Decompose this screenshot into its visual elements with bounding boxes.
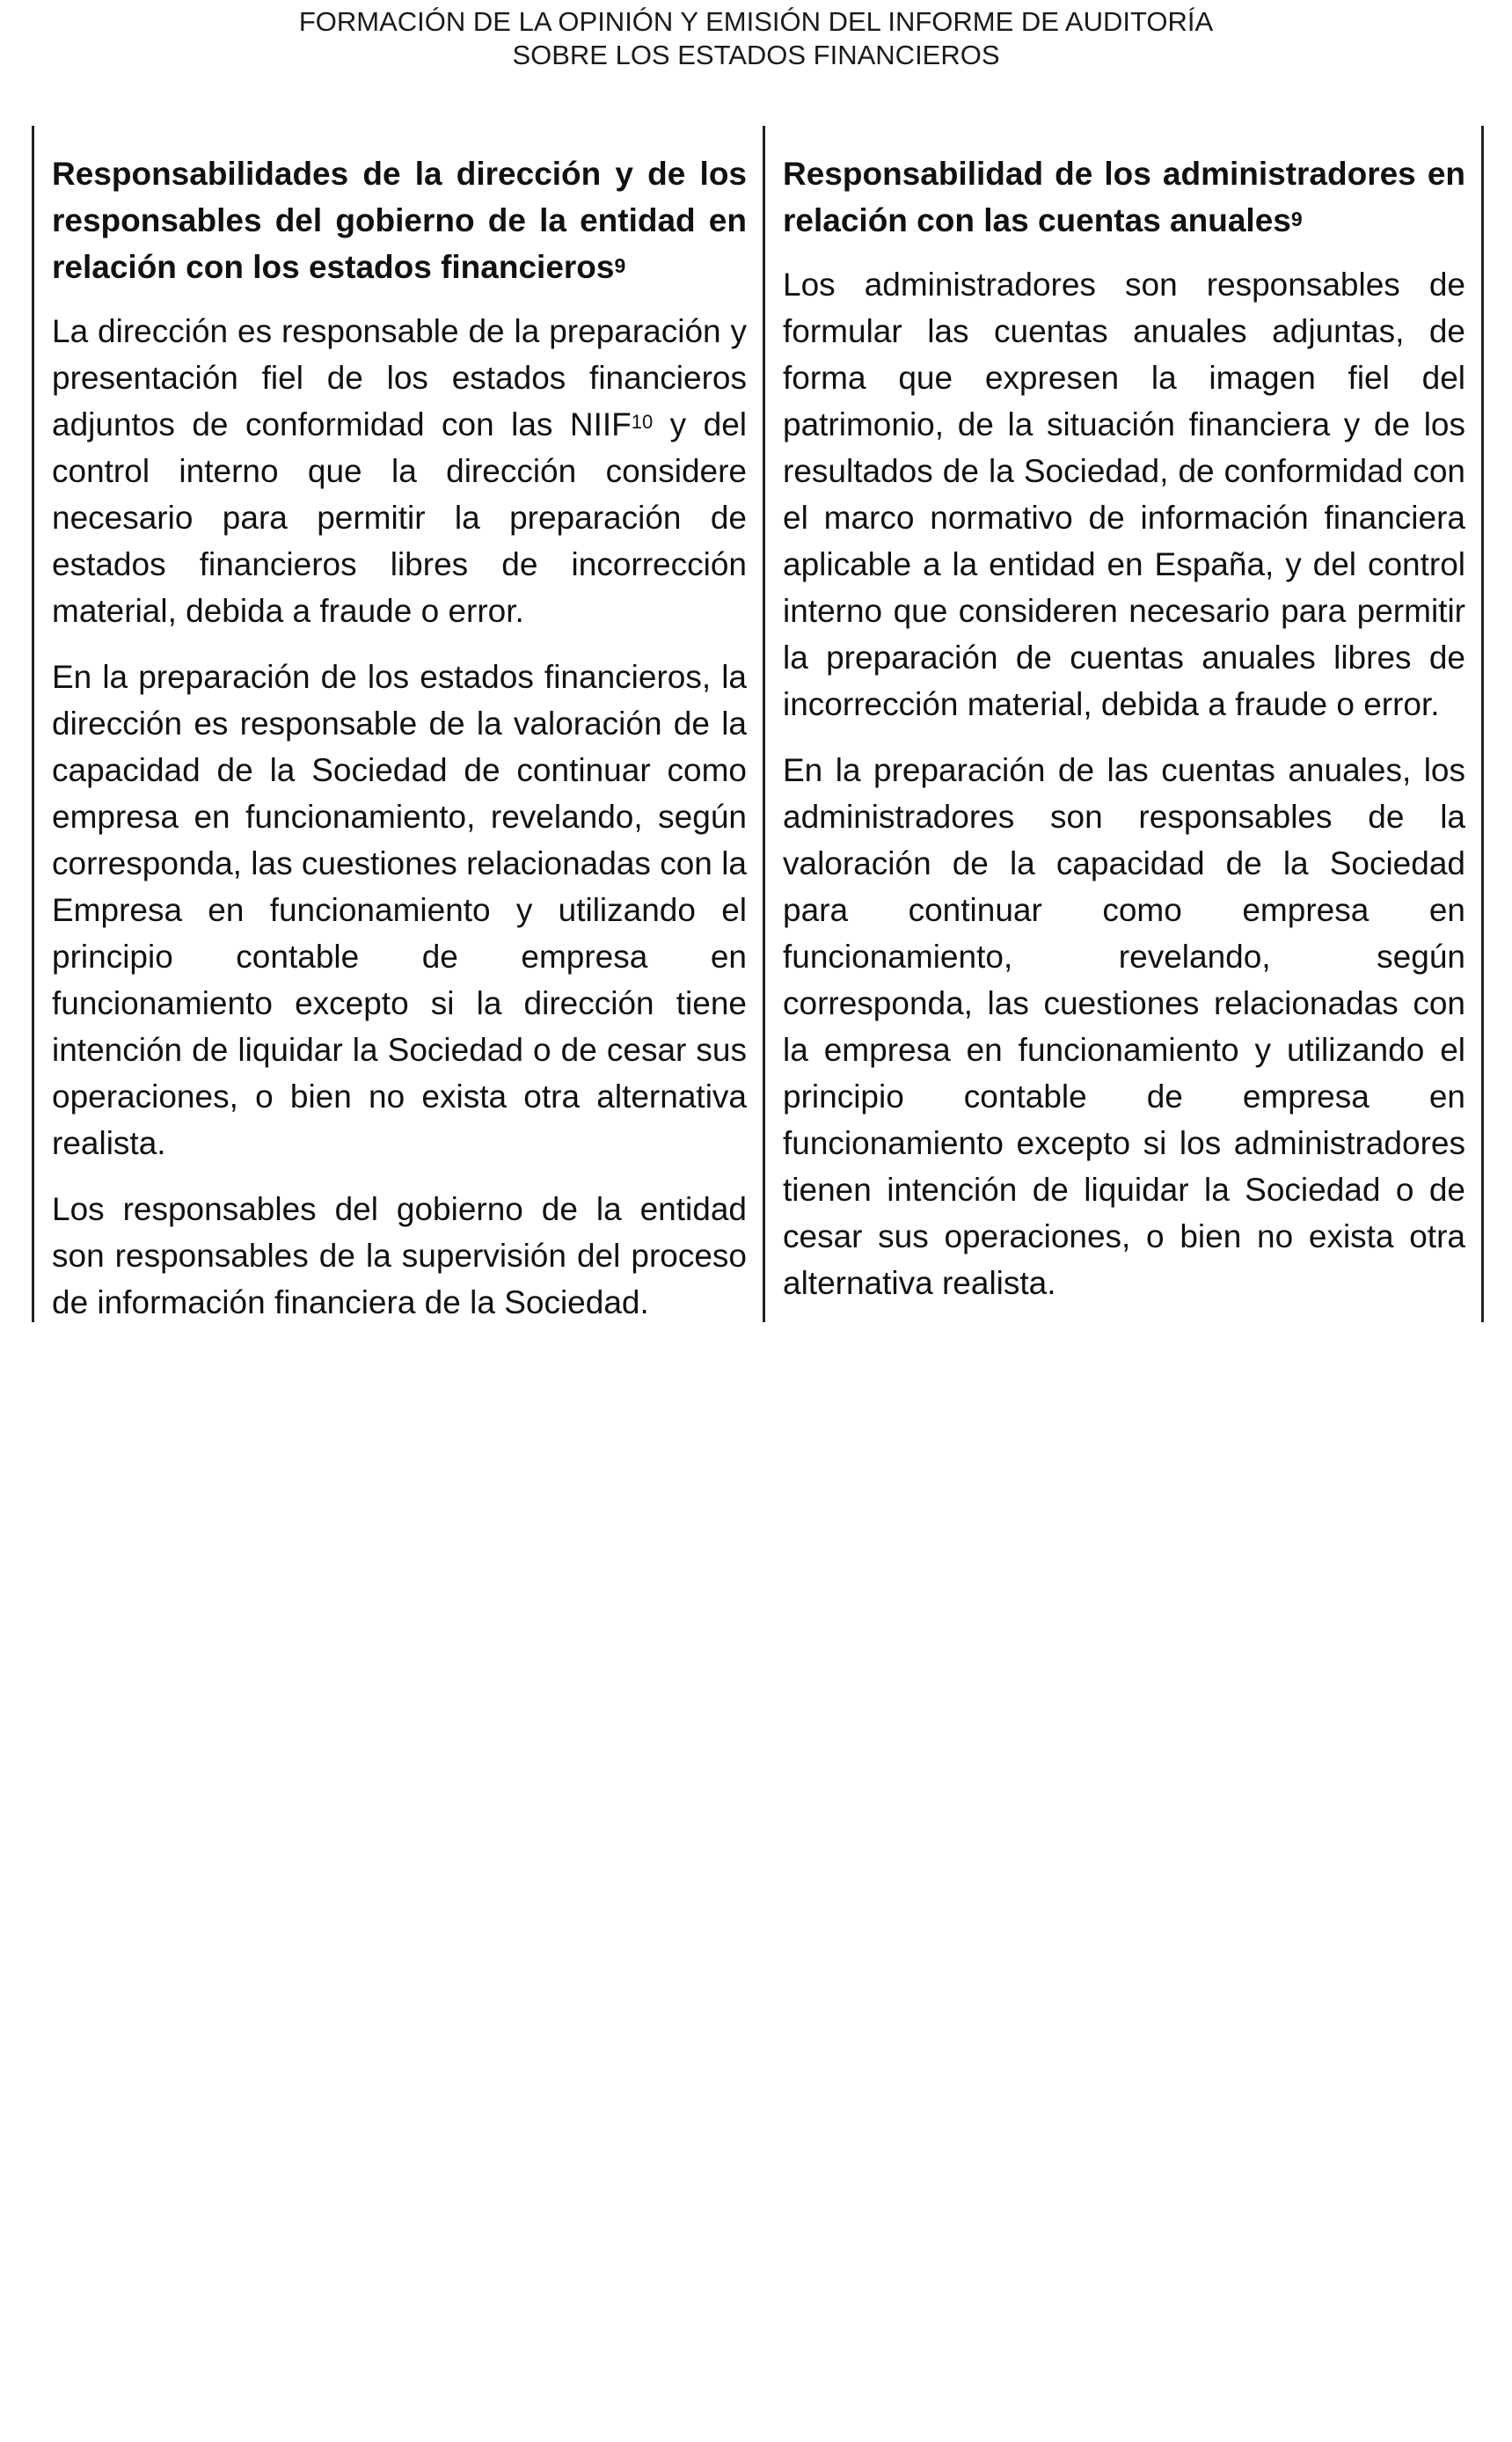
right-heading-footnote: 9 xyxy=(1290,208,1303,230)
header-line-1: FORMACIÓN DE LA OPINIÓN Y EMISIÓN DEL INFORME DE AUDITORÍA xyxy=(298,6,1214,37)
left-p1-footnote: 10 xyxy=(631,411,654,433)
page-header xyxy=(0,5,1512,72)
right-column xyxy=(765,126,1484,1322)
left-p1-text-cont: y del control interno que la dirección considere necesario para permitir la preparación de estados financieros libres de incorrección material, debida a fraude o error. xyxy=(52,406,747,629)
right-heading-text: Responsabilidad de los administradores en relación con las cuentas anuales xyxy=(783,156,1465,238)
left-paragraph-2: En la preparación de los estados financieros, la dirección es responsable de la valoración de la capacidad de la Sociedad de continuar como empresa en funcionamiento, revelando, según corresponda, las cuestiones relacionadas con la Empresa en funcionamiento y utilizando el principio contable de empresa en funcionamiento excepto si la dirección tiene intención de liquidar la Sociedad o de cesar sus operaciones, o bien no exista otra alternativa realista. xyxy=(52,659,747,1161)
left-p1-text: La dirección es responsable de la preparación y presentación fiel de los estados financieros adjuntos de conformidad con las NIIF xyxy=(52,313,747,442)
comparison-table xyxy=(32,126,1484,1322)
left-column xyxy=(32,126,765,1322)
right-paragraph-2: En la preparación de las cuentas anuales, los administradores son responsables de la valoración de la capacidad de la Sociedad para continuar como empresa en funcionamiento, revelando, según corresponda, las cuestiones relacionadas con la empresa en funcionamiento y utilizando el principio contable de empresa en funcionamiento excepto si los administradores tienen intención de liquidar la Sociedad o de cesar sus operaciones, o bien no exista otra alternativa realista. xyxy=(783,752,1465,1301)
right-paragraph-1: Los administradores son responsables de formular las cuentas anuales adjuntas, de forma que expresen la imagen fiel del patrimonio, de la situación financiera y de los resultados de la Sociedad, de conformidad con el marco normativo de información financiera aplicable a la entidad en España, y del control interno que consideren necesario para permitir la preparación de cuentas anuales libres de incorrección material, debida a fraude o error. xyxy=(783,267,1465,722)
left-paragraph-1 xyxy=(52,308,747,634)
left-paragraph-3: Los responsables del gobierno de la entidad son responsables de la supervisión del proceso de información financiera de la Sociedad. xyxy=(52,1191,747,1320)
left-column-heading xyxy=(52,150,747,290)
header-line-2: SOBRE LOS ESTADOS FINANCIEROS xyxy=(512,40,1000,70)
left-heading-footnote: 9 xyxy=(614,254,626,277)
left-heading-text: Responsabilidades de la dirección y de los responsables del gobierno de la entidad en relación con los estados financieros xyxy=(52,156,747,285)
right-column-heading xyxy=(783,150,1465,244)
